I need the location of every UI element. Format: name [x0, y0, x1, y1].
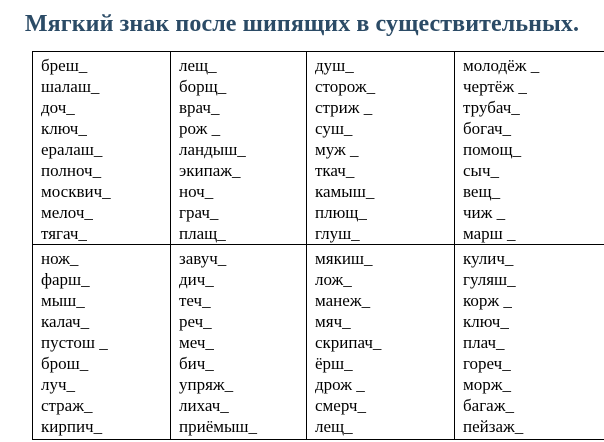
word-item: приёмыш_	[179, 417, 258, 437]
word-item: ткач_	[315, 161, 355, 180]
table-cell	[307, 52, 455, 245]
word-item: врач_	[179, 98, 220, 117]
word-item: богач_	[463, 119, 512, 138]
word-item: помощ_	[463, 140, 522, 159]
table-cell	[307, 245, 455, 440]
word-item: грач_	[179, 203, 219, 222]
word-item: пейзаж_	[463, 417, 524, 437]
word-item: калач_	[41, 312, 90, 332]
word-item: мяч_	[315, 312, 351, 332]
word-item: гуляш_	[463, 270, 516, 290]
table-cell	[455, 245, 604, 440]
word-item: дич_	[179, 270, 214, 290]
word-item: плач_	[463, 333, 505, 353]
word-item: ералаш_	[41, 140, 103, 159]
word-item: ёрш_	[315, 354, 353, 374]
word-item: ландыш_	[179, 140, 246, 159]
word-item: реч_	[179, 312, 212, 332]
word-item: муж _	[315, 140, 359, 159]
word-item: страж_	[41, 396, 93, 416]
word-item: меч_	[179, 333, 214, 353]
word-item: экипаж_	[179, 161, 241, 180]
word-item: шалаш_	[41, 77, 100, 96]
word-item: душ_	[315, 56, 354, 75]
word-item: мякиш_	[315, 249, 373, 269]
word-item: сторож_	[315, 77, 376, 96]
word-item: манеж_	[315, 291, 371, 311]
word-item: суш_	[315, 119, 353, 138]
word-item: москвич_	[41, 182, 111, 201]
table-cell	[455, 52, 604, 245]
word-item: бреш_	[41, 56, 88, 75]
word-item: лещ_	[179, 56, 217, 75]
word-table	[32, 51, 604, 440]
word-item: полноч_	[41, 161, 102, 180]
word-item: ключ_	[463, 312, 509, 332]
word-item: ноч_	[179, 182, 214, 201]
word-item: глуш_	[315, 224, 360, 243]
word-item: мелоч_	[41, 203, 93, 222]
word-item: брош_	[41, 354, 89, 374]
word-item: ключ_	[41, 119, 87, 138]
word-item: багаж_	[463, 396, 514, 416]
word-item: тягач_	[41, 224, 87, 243]
table-cell	[33, 52, 171, 245]
word-item: скрипач_	[315, 333, 382, 353]
word-item: чертёж _	[463, 77, 527, 96]
word-item: лож_	[315, 270, 352, 290]
word-item: дрож _	[315, 375, 365, 395]
word-item: лихач_	[179, 396, 229, 416]
word-item: смерч_	[315, 396, 366, 416]
word-item: борщ_	[179, 77, 227, 96]
word-item: завуч_	[179, 249, 227, 269]
table-row	[33, 52, 604, 245]
word-item: пустош _	[41, 333, 108, 353]
table-row	[33, 245, 604, 440]
word-item: плащ_	[179, 224, 226, 243]
word-item: доч_	[41, 98, 75, 117]
word-item: морж_	[463, 375, 512, 395]
word-item: стриж _	[315, 98, 373, 117]
word-item: бич_	[179, 354, 214, 374]
word-item: корж _	[463, 291, 512, 311]
word-item: чиж _	[463, 203, 506, 222]
page-title: Мягкий знак после шипящих в существительных.	[24, 11, 580, 37]
word-item: трубач_	[463, 98, 520, 117]
word-item: лещ_	[315, 417, 353, 437]
word-item: гореч_	[463, 354, 511, 374]
word-item: вещ_	[463, 182, 501, 201]
word-item: сыч_	[463, 161, 500, 180]
word-item: фарш_	[41, 270, 90, 290]
word-item: плющ_	[315, 203, 367, 222]
word-item: теч_	[179, 291, 211, 311]
table-cell	[171, 52, 307, 245]
word-item: луч_	[41, 375, 76, 395]
word-item: молодёж _	[463, 56, 540, 75]
word-item: рож _	[179, 119, 221, 138]
word-item: марш _	[463, 224, 516, 243]
table-cell	[33, 245, 171, 440]
word-item: упряж_	[179, 375, 234, 395]
word-item: мыш_	[41, 291, 85, 311]
word-item: кулич_	[463, 249, 514, 269]
word-item: нож_	[41, 249, 79, 269]
word-item: кирпич_	[41, 417, 103, 437]
table-cell	[171, 245, 307, 440]
word-item: камыш_	[315, 182, 375, 201]
